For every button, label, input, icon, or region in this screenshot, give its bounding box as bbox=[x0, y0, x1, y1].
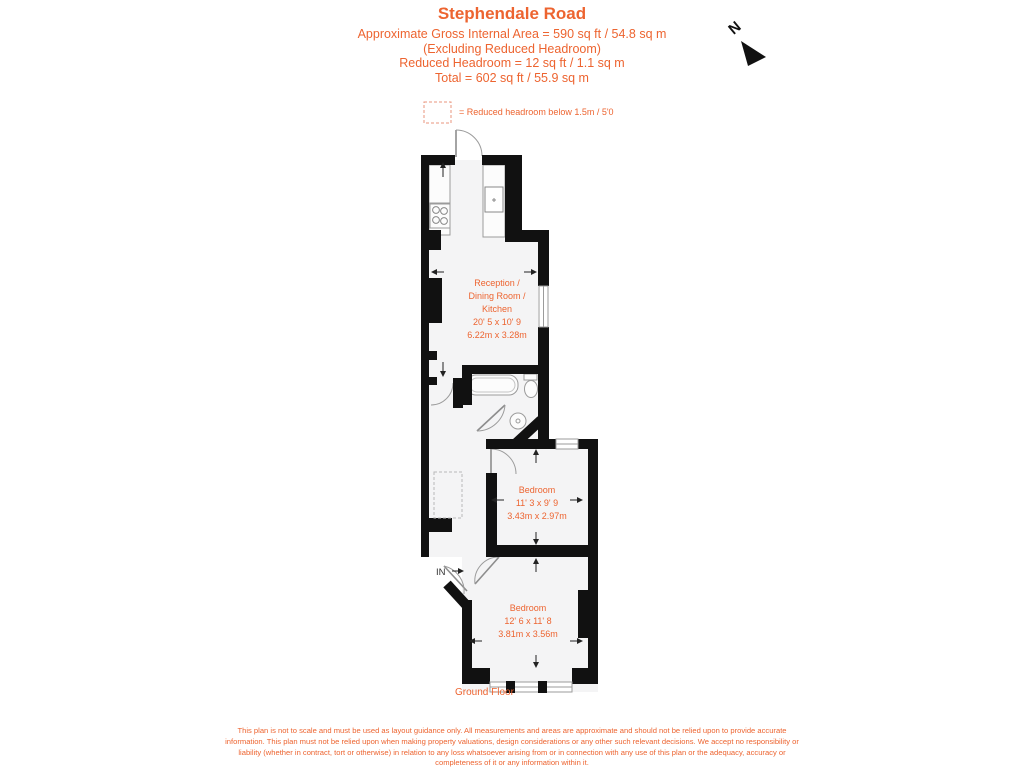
total-line: Total = 602 sq ft / 55.9 sq m bbox=[435, 70, 589, 85]
legend-reduced-headroom-swatch bbox=[424, 102, 451, 123]
reduced-headroom-line: Reduced Headroom = 12 sq ft / 1.1 sq m bbox=[399, 56, 625, 70]
front-top-door bbox=[456, 130, 482, 156]
excluding-line: (Excluding Reduced Headroom) bbox=[423, 41, 601, 56]
north-arrow-icon bbox=[725, 18, 766, 66]
basin-icon bbox=[510, 413, 526, 429]
room-label-reception: Reception / Dining Room / Kitchen 20' 5 x 10' 9 6.22m x 3.28m bbox=[467, 278, 527, 340]
room-label-bedroom2: Bedroom 12' 6 x 11' 8 3.81m x 3.56m bbox=[498, 603, 558, 639]
floor-label: Ground Floor bbox=[455, 687, 514, 698]
disclaimer-text: This plan is not to scale and must be used as layout guidance only. All measurements and areas are approximate and should not be relied upon to provide accurate information. This plan must not be relied upon when making property valuations, design considerations or any other such relevant decisions. We accept no responsibility or liability (whether in contract, tort or otherwise) in relation to any loss whatsoever arising from or in connection with any use of this plan or the adequacy, accuracy or completeness of it or any information within it. bbox=[225, 726, 799, 768]
legend-label: = Reduced headroom below 1.5m / 5'0 bbox=[459, 107, 614, 117]
toilet-icon bbox=[525, 381, 538, 398]
toilet-cistern-icon bbox=[524, 374, 537, 380]
room-label-bedroom1: Bedroom 11' 3 x 9' 9 3.43m x 2.97m bbox=[507, 485, 567, 521]
page-title: Stephendale Road bbox=[437, 4, 587, 23]
gross-area-line: Approximate Gross Internal Area = 590 sq ft / 54.8 sq m bbox=[357, 27, 667, 41]
north-label: N bbox=[725, 18, 745, 39]
entrance-label: IN bbox=[436, 567, 446, 578]
